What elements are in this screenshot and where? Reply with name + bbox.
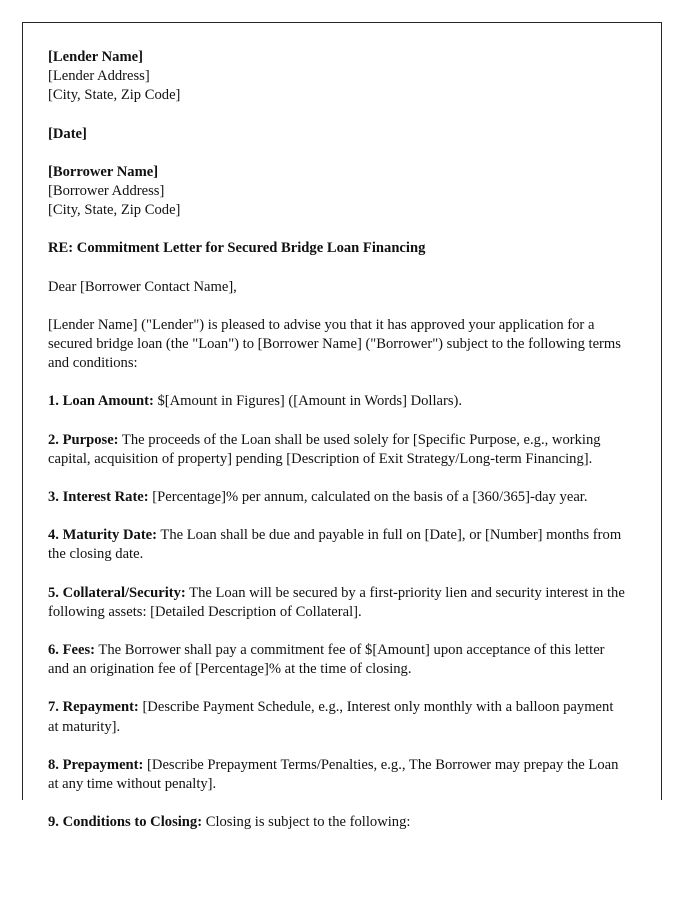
term-item-1 (48, 392, 627, 411)
term-text: $[Amount in Figures] ([Amount in Words] Dollars). (153, 393, 463, 410)
date-line: [Date] (48, 125, 87, 142)
borrower-address-block (48, 163, 627, 221)
term-label: 8. Prepayment: (48, 756, 144, 773)
term-text: Closing is subject to the following: (202, 814, 411, 831)
term-text: The Loan shall be due and payable in full on [Date], or [Number] months from the closing date. (48, 527, 622, 563)
subject-line: RE: Commitment Letter for Secured Bridge Loan Financing (48, 240, 426, 257)
term-item-8 (48, 756, 627, 794)
term-text: [Describe Payment Schedule, e.g., Interest only monthly with a balloon payment at maturity]. (48, 699, 614, 735)
borrower-city-state-zip: [City, State, Zip Code] (48, 202, 181, 219)
term-item-7 (48, 698, 627, 736)
term-item-5 (48, 584, 627, 622)
term-label: 4. Maturity Date: (48, 527, 158, 544)
term-label: 1. Loan Amount: (48, 393, 154, 410)
term-text: The Borrower shall pay a commitment fee of $[Amount] upon acceptance of this letter and an origination fee of [Percentage]% at the time of closing. (48, 642, 605, 678)
term-text: [Describe Prepayment Terms/Penalties, e.g., The Borrower may prepay the Loan at any time without penalty]. (48, 756, 619, 793)
lender-address: [Lender Address] (48, 68, 150, 85)
document-page (22, 22, 662, 831)
term-text: [Percentage]% per annum, calculated on the basis of a [360/365]-day year. (148, 489, 588, 506)
term-label: 9. Conditions to Closing: (48, 814, 203, 831)
lender-city-state-zip: [City, State, Zip Code] (48, 87, 181, 104)
term-item-9 (48, 813, 627, 832)
term-text: The proceeds of the Loan shall be used solely for [Specific Purpose, e.g., working capital, acquisition of property] pending [Description of Exit Strategy/Long-term Financing]. (48, 431, 601, 467)
term-item-6 (48, 641, 627, 679)
term-item-4 (48, 526, 627, 564)
document-body (48, 48, 627, 832)
term-label: 5. Collateral/Security: (48, 584, 186, 601)
term-label: 6. Fees: (48, 642, 96, 659)
salutation: Dear [Borrower Contact Name], (48, 278, 237, 295)
term-label: 7. Repayment: (48, 699, 139, 716)
lender-name: [Lender Name] (48, 49, 143, 65)
term-label: 2. Purpose: (48, 431, 119, 448)
date-block (48, 125, 627, 144)
term-item-3 (48, 488, 627, 507)
term-label: 3. Interest Rate: (48, 489, 149, 506)
intro-paragraph: [Lender Name] ("Lender") is pleased to advise you that it has approved your application for a secured bridge loan (the "Loan") to [Borrower Name] ("Borrower") subject to the following terms and conditions: (48, 316, 621, 372)
term-item-2 (48, 431, 627, 469)
lender-address-block (48, 48, 627, 106)
term-text: The Loan will be secured by a first-priority lien and security interest in the following assets: [Detailed Description of Collateral]. (48, 584, 625, 620)
borrower-address: [Borrower Address] (48, 183, 165, 200)
borrower-name: [Borrower Name] (48, 163, 159, 180)
